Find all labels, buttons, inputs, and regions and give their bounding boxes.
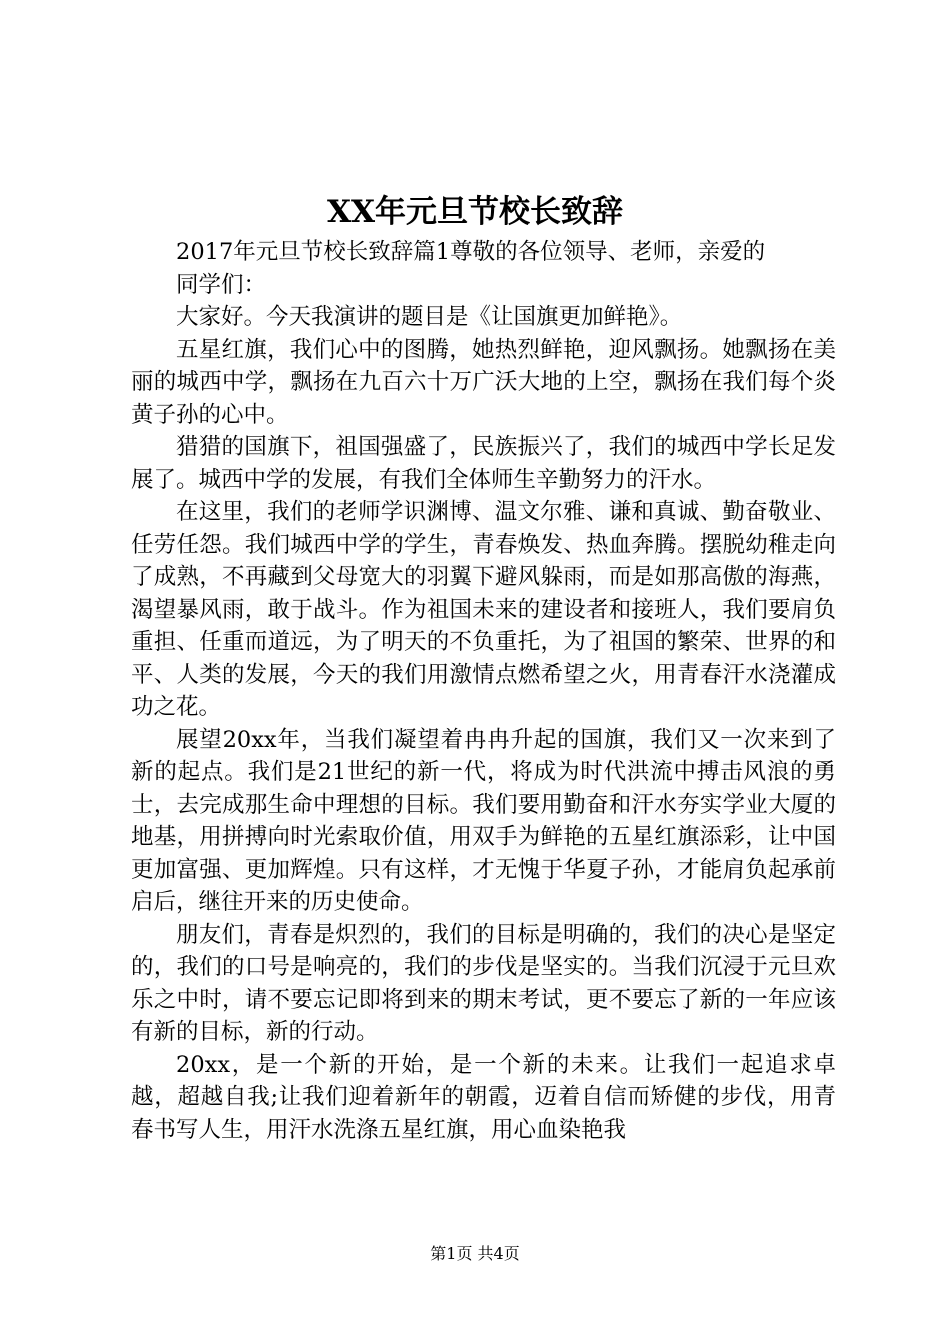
paragraph: 20xx，是一个新的开始，是一个新的未来。让我们一起追求卓越，超越自我;让我们迎着新年的朝霞，迈着自信而矫健的步伐，用青春书写人生，用汗水洗涤五星红旗，用心血染艳我 — [131, 1051, 836, 1143]
page-indicator: 第1页 共4页 — [430, 1244, 520, 1263]
paragraph: 猎猎的国旗下，祖国强盛了，民族振兴了，我们的城西中学长足发展了。城西中学的发展，有我们全体师生辛勤努力的汗水。 — [131, 434, 836, 493]
paragraph: 大家好。今天我演讲的题目是《让国旗更加鲜艳》。 — [176, 304, 683, 330]
document-body — [131, 236, 836, 1146]
document-title: XX年元旦节校长致辞 — [326, 194, 624, 230]
paragraph: 朋友们，青春是炽烈的，我们的目标是明确的，我们的决心是坚定的，我们的口号是响亮的，我们的步伐是坚实的。当我们沉浸于元旦欢乐之中时，请不要忘记即将到来的期末考试，更不要忘了新的一年应该有新的目标，新的行动。 — [131, 921, 836, 1045]
paragraph: 在这里，我们的老师学识渊博、温文尔雅、谦和真诚、勤奋敬业、任劳任怨。我们城西中学的学生，青春焕发、热血奔腾。摆脱幼稚走向了成熟，不再藏到父母宽大的羽翼下避风躲雨，而是如那高傲的海燕，渴望暴风雨，敢于战斗。作为祖国未来的建设者和接班人，我们要肩负重担、任重而道远，为了明天的不负重托，为了祖国的繁荣、世界的和平、人类的发展，今天的我们用激情点燃希望之火，用青春汗水浇灌成功之花。 — [131, 499, 836, 720]
paragraph: 展望20xx年，当我们凝望着冉冉升起的国旗，我们又一次来到了新的起点。我们是21世纪的新一代，将成为时代洪流中搏击风浪的勇士，去完成那生命中理想的目标。我们要用勤奋和汗水夯实学业大厦的地基，用拼搏向时光索取价值，用双手为鲜艳的五星红旗添彩，让中国更加富强、更加辉煌。只有这样，才无愧于华夏子孙，才能肩负起承前启后，继往开来的历史使命。 — [131, 726, 836, 915]
paragraph: 2017年元旦节校长致辞篇1尊敬的各位领导、老师，亲爱的 — [176, 239, 766, 265]
paragraph: 五星红旗，我们心中的图腾，她热烈鲜艳，迎风飘扬。她飘扬在美丽的城西中学，飘扬在九百六十万广沃大地的上空，飘扬在我们每个炎黄子孙的心中。 — [131, 336, 836, 428]
paragraph: 同学们： — [176, 271, 267, 298]
